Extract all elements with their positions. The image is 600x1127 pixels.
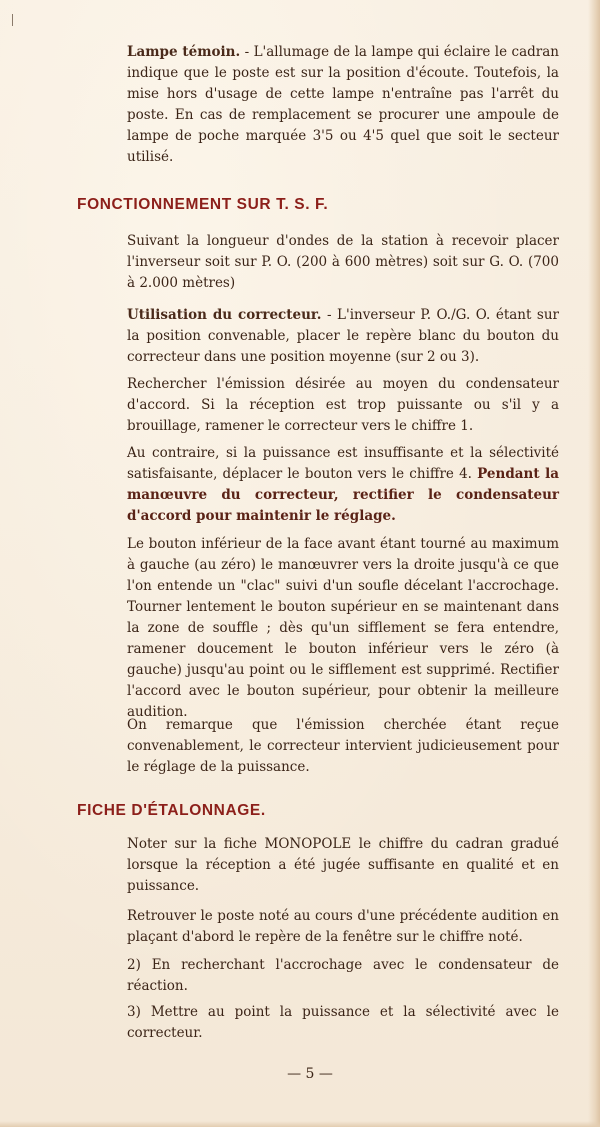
section-title-tsf: FONCTIONNEMENT SUR T. S. F. [77,196,329,213]
fiche-paragraph-4: 3) Mettre au point la puissance et la sélectivité avec le correcteur. [127,1004,559,1041]
tsf-paragraph-5: Le bouton inférieur de la face avant étant tourné au maximum à gauche (au zéro) le manœuvrer vers la droite jusqu'à ce que l'on entende un "clac" suivi d'un soufle décelant l'accrochage. Tourner lentement le bouton supérieur en se maintenant dans la zone de souffle ; dès qu'un sifflement se fera entendre, ramener doucement le bouton inférieur vers le zéro (à gauche) jusqu'au point ou le sifflement est supprimé. Rectifier l'accord avec le bouton supérieur, pour obtenir la meilleure audition. [127,536,559,720]
page-bottom-shadow [0,1121,600,1127]
tsf-paragraph-4-bold: Pendant la manœuvre du correcteur, rectifier le condensateur d'accord pour maintenir le réglage. [127,466,559,524]
fiche-paragraph-1: Noter sur la fiche MONOPOLE le chiffre du cadran gradué lorsque la réception a été jugée suffisante en qualité et en puissance. [127,836,559,894]
tsf-paragraph-6: On remarque que l'émission cherchée étant reçue convenablement, le correcteur intervient judicieusement pour le réglage de la puissance. [127,717,559,775]
fiche-paragraph-3: 2) En recherchant l'accrochage avec le condensateur de réaction. [127,957,559,994]
page-edge-shadow [588,0,600,1127]
corrector-text: - L'inverseur P. O./G. O. étant sur la position convenable, placer le repère blanc du bouton du correcteur dans une position moyenne (sur 2 ou 3). [127,307,559,365]
page-number: — 5 — [287,1066,333,1082]
tsf-paragraph-1: Suivant la longueur d'ondes de la station à recevoir placer l'inverseur soit sur P. O. (200 à 600 mètres) soit sur G. O. (700 à 2.000 mètres) [127,233,559,291]
lamp-paragraph [127,42,559,168]
tsf-paragraph-4-text: Au contraire, si la puissance est insuffisante et la sélectivité satisfaisante, déplacer le bouton vers le chiffre 4. [127,445,559,482]
lamp-label: Lampe témoin. [127,44,241,60]
corrector-label: Utilisation du correcteur. [127,307,322,323]
tsf-paragraph-4 [127,443,559,527]
tsf-paragraph-3: Rechercher l'émission désirée au moyen du condensateur d'accord. Si la réception est trop puissante ou s'il y a brouillage, ramener le correcteur vers le chiffre 1. [127,376,559,434]
section-title-fiche: FICHE D'ÉTALONNAGE. [77,802,266,819]
tsf-paragraph-2 [127,305,559,368]
margin-mark [12,14,13,26]
lamp-text: - L'allumage de la lampe qui éclaire le cadran indique que le poste est sur la position d'écoute. Toutefois, la mise hors d'usage de cette lampe n'entraîne pas l'arrêt du poste. En cas de remplacement se procurer une ampoule de lampe de poche marquée 3'5 ou 4'5 quel que soit le secteur utilisé. [127,44,559,165]
fiche-paragraph-2: Retrouver le poste noté au cours d'une précédente audition en plaçant d'abord le repère de la fenêtre sur le chiffre noté. [127,908,559,945]
